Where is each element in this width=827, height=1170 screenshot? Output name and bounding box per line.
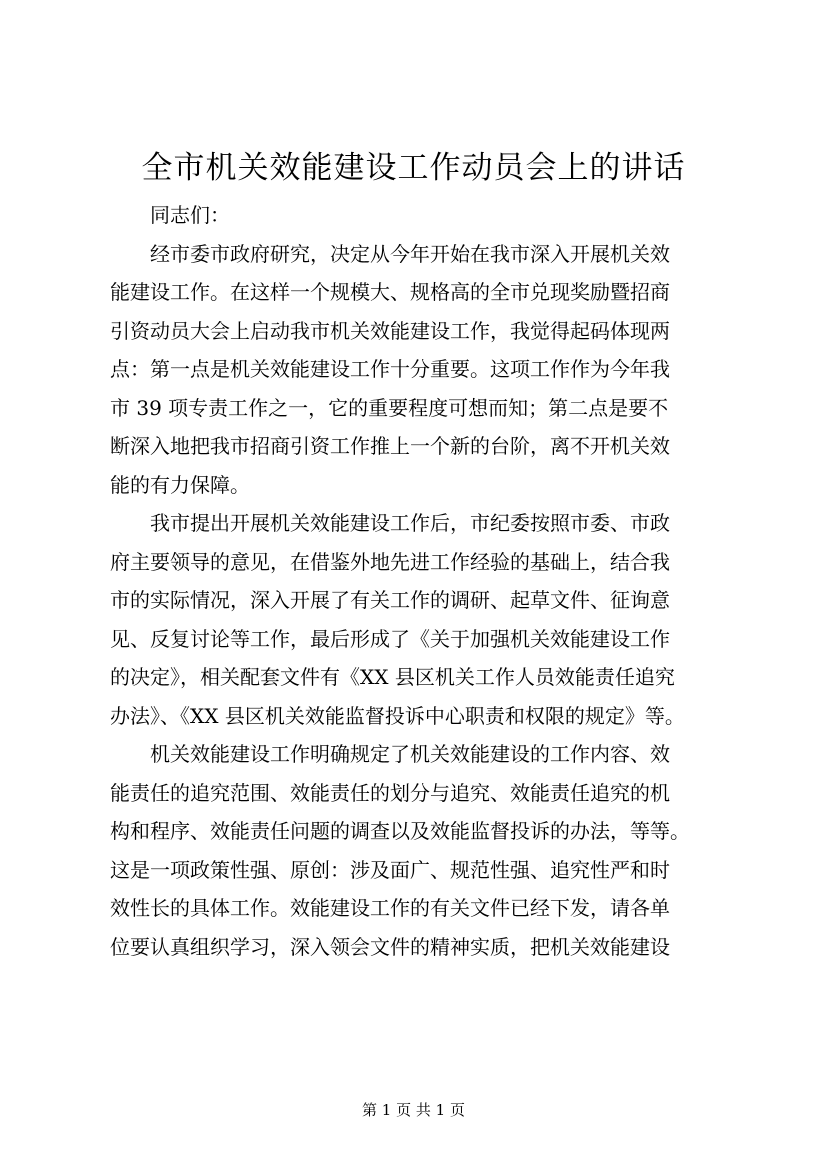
body-line: 断深入地把我市招商引资工作推上一个新的台阶，离不开机关效 — [110, 434, 670, 458]
page-footer: 第 1 页 共 1 页 — [362, 1101, 465, 1119]
body-line: 位要认真组织学习，深入领会文件的精神实质，把机关效能建设 — [110, 934, 670, 959]
body-line: 能建设工作。在这样一个规模大、规格高的全市兑现奖励暨招商 — [110, 280, 670, 304]
body-line: 府主要领导的意见，在借鉴外地先进工作经验的基础上，结合我 — [110, 549, 670, 574]
body-line: 经市委市政府研究，决定从今年开始在我市深入开展机关效 — [150, 241, 670, 266]
body-line: 这是一项政策性强、原创：涉及面广、规范性强、追究性严和时 — [110, 857, 670, 882]
body-line: 构和程序、效能责任问题的调查以及效能监督投诉的办法，等等。 — [110, 819, 690, 843]
body-line: 的决定》，相关配套文件有《XX 县区机关工作人员效能责任追究 — [110, 665, 675, 689]
body-line: 机关效能建设工作明确规定了机关效能建设的工作内容、效 — [150, 742, 670, 766]
body-line: 市 39 项专责工作之一，它的重要程度可想而知；第二点是要不 — [110, 395, 669, 420]
body-line: 引资动员大会上启动我市机关效能建设工作，我觉得起码体现两 — [110, 318, 670, 343]
body-line: 市的实际情况，深入开展了有关工作的调研、起草文件、征询意 — [110, 588, 670, 612]
body-line: 效性长的具体工作。效能建设工作的有关文件已经下发，请各单 — [110, 896, 670, 920]
body-line: 见、反复讨论等工作，最后形成了《关于加强机关效能建设工作 — [110, 626, 670, 651]
document-title: 全市机关效能建设工作动员会上的讲话 — [141, 150, 686, 186]
body-line: 办法》、《XX 县区机关效能监督投诉中心职责和权限的规定》等。 — [110, 703, 685, 728]
document-body — [110, 196, 722, 966]
body-line: 能责任的追究范围、效能责任的划分与追究、效能责任追究的机 — [110, 780, 670, 805]
body-line: 点：第一点是机关效能建设工作十分重要。这项工作作为今年我 — [110, 357, 670, 381]
body-line: 我市提出开展机关效能建设工作后，市纪委按照市委、市政 — [150, 511, 670, 535]
body-line: 能的有力保障。 — [110, 472, 250, 497]
salutation-line: 同志们： — [150, 203, 230, 227]
